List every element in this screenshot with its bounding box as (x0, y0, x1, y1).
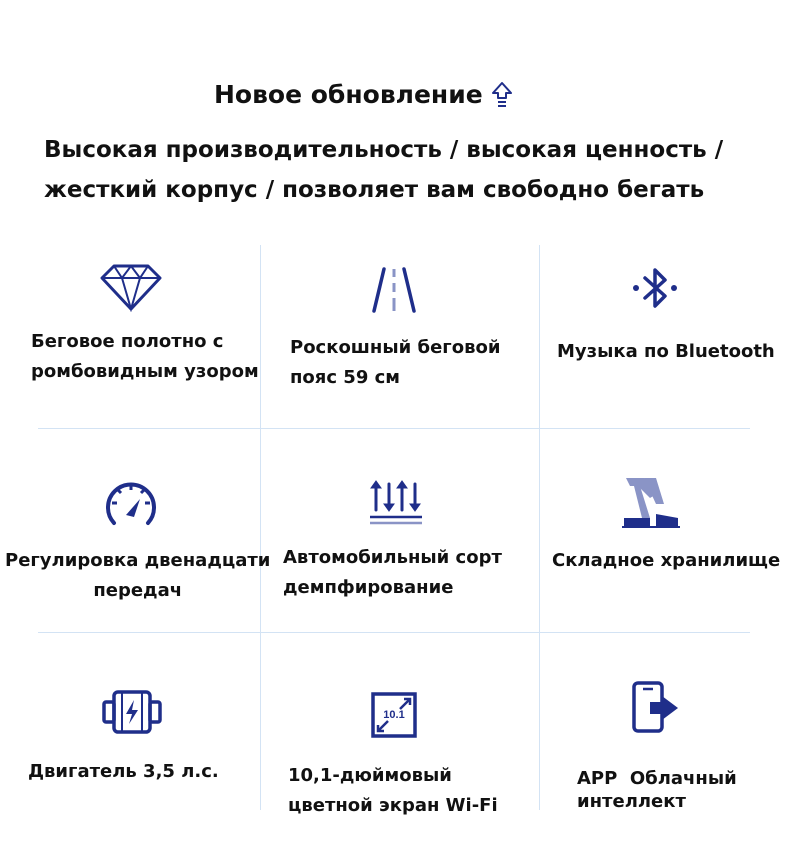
feature-label-folding-storage: Складное хранилище (552, 550, 781, 571)
folding-treadmill-icon (620, 474, 682, 534)
page-title (214, 80, 513, 109)
subtitle-line-2: жесткий корпус / позволяет вам свободно бегать (44, 177, 705, 203)
subtitle-line-1: Высокая производительность / высокая ценность / (44, 137, 724, 163)
screen-size-text: 10.1 (383, 709, 405, 721)
diamond-icon (100, 262, 162, 316)
app-cloud-icon (630, 680, 682, 738)
upgrade-arrow-icon (491, 81, 513, 109)
feature-label-damping: Автомобильный сорт демпфирование (283, 547, 502, 598)
feature-label-diamond-belt: Беговое полотно с ромбовидным узором (31, 331, 259, 382)
grid-divider-horizontal-1 (38, 428, 750, 429)
feature-label-twelve-speed: Регулировка двенадцати передач (5, 550, 271, 601)
damping-icon (368, 478, 424, 530)
title-text: Новое обновление (214, 80, 483, 109)
feature-label-screen: 10,1-дюймовый цветной экран Wi-Fi (288, 765, 498, 816)
feature-label-running-belt: Роскошный беговой пояс 59 см (290, 337, 501, 388)
feature-label-bluetooth-music: Музыка по Bluetooth (557, 341, 775, 362)
grid-divider-horizontal-2 (38, 632, 750, 633)
grid-divider-vertical-1 (260, 245, 261, 810)
feature-label-motor: Двигатель 3,5 л.с. (28, 761, 219, 782)
speedometer-icon (102, 477, 160, 533)
road-icon (370, 265, 418, 319)
feature-label-app-cloud: APP Облачный интеллект (577, 768, 737, 812)
bluetooth-icon (628, 262, 682, 320)
motor-icon (100, 688, 164, 740)
grid-divider-vertical-2 (539, 245, 540, 810)
screen-icon (370, 691, 418, 743)
